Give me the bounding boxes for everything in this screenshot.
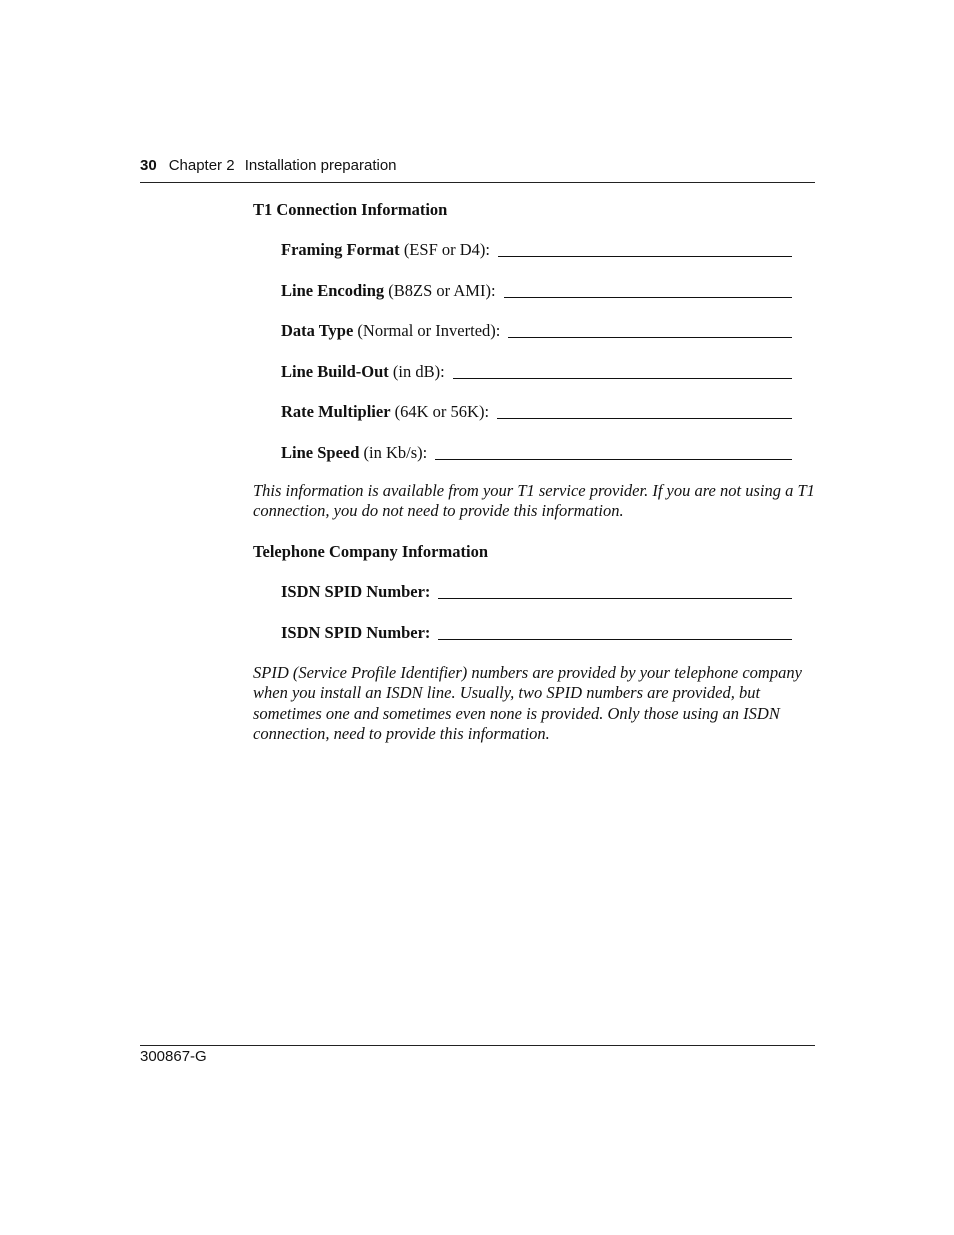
t1-note: This information is available from your T1 service provider. If you are not using a T1 connection, you do not need to provide this information.: [253, 480, 815, 520]
doc-number: 300867-G: [140, 1048, 207, 1065]
line-build-out-blank[interactable]: [453, 364, 792, 379]
header-rule: [140, 182, 815, 183]
rate-multiplier-field: [281, 400, 792, 424]
framing-format-blank[interactable]: [498, 242, 792, 257]
framing-format-field: [281, 238, 792, 262]
line-encoding-blank[interactable]: [504, 283, 792, 298]
isdn-spid-field-1: [281, 580, 792, 604]
footer-rule: [140, 1045, 815, 1046]
isdn-spid-blank-1[interactable]: [438, 584, 792, 599]
spid-note: SPID (Service Profile Identifier) numbers are provided by your telephone company when you install an ISDN line. Usually, two SPID numbers are provided, but sometimes one and sometimes even none is provided. Only those using an ISDN connection, need to provide this information.: [253, 662, 802, 743]
chapter-label: Chapter 2: [168, 157, 235, 174]
line-encoding-hint: (B8ZS or AMI):: [384, 280, 496, 300]
page-number: 30: [140, 157, 157, 174]
line-encoding-field: [281, 279, 792, 303]
line-speed-blank[interactable]: [435, 445, 792, 460]
line-build-out-label: Line Build-Out: [281, 361, 389, 381]
chapter-title: Installation preparation: [244, 157, 397, 174]
framing-format-hint: (ESF or D4):: [399, 240, 490, 259]
page-content: [253, 198, 815, 745]
rate-multiplier-blank[interactable]: [497, 404, 792, 419]
line-build-out-field: [281, 360, 792, 384]
line-build-out-hint: (in dB):: [388, 361, 445, 381]
page-header: [140, 156, 815, 176]
data-type-field: [281, 319, 792, 343]
telco-section-title: Telephone Company Information: [253, 541, 489, 561]
data-type-label: Data Type: [281, 321, 354, 340]
t1-section-title: T1 Connection Information: [253, 200, 448, 219]
data-type-hint: (Normal or Inverted):: [353, 321, 501, 340]
line-speed-hint: (in Kb/s):: [359, 442, 428, 462]
line-encoding-label: Line Encoding: [281, 280, 385, 300]
data-type-blank[interactable]: [508, 323, 792, 338]
line-speed-field: [281, 441, 792, 465]
isdn-spid-field-2: [281, 621, 792, 645]
rate-multiplier-hint: (64K or 56K):: [390, 402, 490, 421]
isdn-spid-label-2: ISDN SPID Number:: [281, 622, 431, 642]
line-speed-label: Line Speed: [281, 442, 360, 462]
isdn-spid-blank-2[interactable]: [438, 625, 792, 640]
isdn-spid-label-1: ISDN SPID Number:: [281, 582, 431, 601]
rate-multiplier-label: Rate Multiplier: [281, 402, 391, 421]
framing-format-label: Framing Format: [281, 240, 400, 259]
